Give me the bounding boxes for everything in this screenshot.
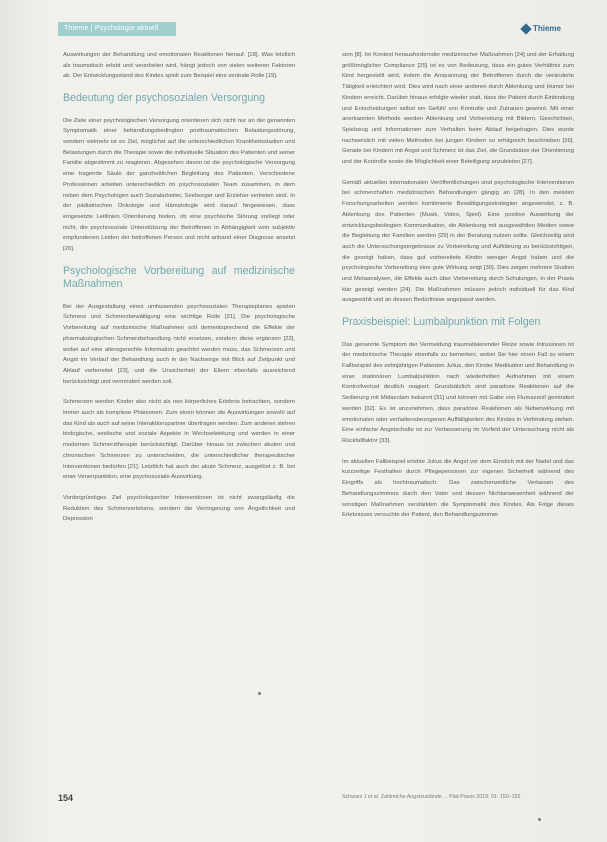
publisher-logo — [522, 24, 561, 33]
paragraph: Bei der Ausgestaltung eines umfassenden psychosozialen Therapieplanes spielen Schmerz und Schmerzbewältigung eine wichtige Rolle [21]. Die psychologische Vorbereitung auf medizinische Maßnahmen soll dementsprechend die Effekte der pharmakologischen Schmerzbehandlung nicht ersetzen, sondern diese ergänzen [22], wobei auf eine altersgerechte Information geachtet werden muss, das Schmerzen und Angst im Verlauf der Behandlung auch in der Nachsorge mit Blick auf Zeitpunkt und Ablauf vorbereitet [23], und die Unsicherheit der Eltern ebenfalls ausreichend berücksichtigt und vermindert werden soll. — [63, 303, 295, 385]
paragraph: Schmerzen werden Kinder also nicht als rein körperliches Erlebnis betrachten, sondern immer auch als komplexe Phänomen. Zum einen können die Auswirkungen sowohl auf das Kind als auch auf seine Interaktionspartner übertragen werden. Zum anderen stehen biologische, seelische und soziale Aspekte in Wechselwirkung und werden in einer modernen Schmerztherapie berücksichtigt. Darüber hinaus ist zwischen akuten und chronischen Schmerzen zu unterscheiden, die unterschiedlicher therapeutischer Interventionen bedürfen [21]. Letztlich hat auch der akute Schmerz, ausgelöst z. B. bei einer Venenpunktion, eine psychosoziale Auswirkung. — [63, 399, 295, 481]
paragraph: sion [8]. Im Kontext herausfordernder medizinischer Maßnahmen [24] und der Erhaltung größtmöglicher Compliance [25] ist es von Bedeutung, dass ein gutes Verhältnis zum Kind hergestellt wird, indem die Anspannung der Betroffenen durch die veränderte Tätigkeit erleichtert wird. Dies wird nach einer anderen durch Ablenkung und Humor bei Kindern erreicht. Darüber hinaus erfolgte wieder statt, dass der Patient durch Einbindung und Entscheidungen selbst ein Gefühl von Kontrolle und Zutrauen gewinnt. Mit einer anerkannten Methode werden Ablenkung und Vorbereitung mit Bildern, Geschichten, Spielzeug und Informationen zum Verhalten beim Ablauf beigetragen. Dies wurde nachweislich mit vielen Methoden bei jungen Kindern so erfolgreich beschrieben [26]. Gerade bei Kindern mit Angst und Schmerz ist das Ziel, die Grundsätze der Orientierung und der Kontrolle sowie die Möglichkeit einer Beteiligung anzubieten [27]. — [342, 52, 574, 166]
section-tag: Thieme | Psychologie aktuell — [58, 22, 176, 36]
right-column — [342, 50, 574, 531]
scan-speck — [258, 692, 261, 695]
paragraph: Im aktuellen Fallbeispiel erlebte Julius die Angst vor dem Einstich mit der Nadel und das kurzzeitige Festhalten durch Pflegepersonen zur eigenen Sicherheit während des Eingriffs als hochtraumatisch. Das zwischenzeitliche Verlassen des Behandlungszimmers durch den Vater und dessen Nichtanwesenheit während der sonstigen Maßnahmen verstärkten die Symptomatik des Kindes. Als Folge dieses Erlebnisses versuchte der Patient, den Behandlungszimmer — [342, 458, 574, 519]
section-heading: Psychologische Vorbereitung auf medizinische Maßnahmen — [63, 264, 295, 291]
left-column — [63, 50, 295, 535]
paragraph: Vordergründiges Ziel psychologischer Interventionen ist nicht zwangsläufig die Reduktion des Schmerzerlebens, sondern die Verringerung von Ängstlichkeit und Depression — [63, 495, 295, 523]
publisher-name: Thieme — [532, 24, 561, 33]
paragraph: Die Ziele einer psychologischen Versorgung orientieren sich nicht nur an der genannten Symptomatik einer behandlungsbedingten posttraumatischen Belastungsstörung, sondern vielmehr ist es Ziel, möglichst auf die unterschiedlichen Krankheitsstadien und Belastungen durch die Therapie sowie die individuelle Situation des Patienten und seiner Familie abgestimmt zu reagieren. Abgesehen davon ist die psychologische Versorgung eine tragende Säule der ganzheitlichen Begleitung des Patienten. Verschiedene Professionen arbeiten unterschiedlich im psychosozialen Team zusammen, in dem neben dem Psychologen auch Sozialarbeiter, Seelsorger und Erzieher vertreten sind. In der pädiatrischen Onkologie und Hämatologie wird darauf hingewiesen, dass eingesetzte Leitlinien Orientierung bieten, ob eine psychische Störung vorliegt oder nicht, die psychosoziale Unterstützung der Betroffenen in Abhängigkeit vom subjektiv empfundenen Leiden der betroffenen Person und nicht anhand einer Diagnose ansetzt [20]. — [63, 117, 295, 253]
thieme-logo-icon — [520, 23, 531, 34]
paragraph: Das genannte Symptom der Vermeidung traumatisierender Reize sowie Intrusionen ist der medizinische Therapie ebenfalls zu bemerken, wobei Sie hier einen Fall zu einem Fallbeispiel des zehnjährigen Patienten Julius, den Kinder Medikation und Behandlung in einer stationären Lumbalpunktion nach wiederholten Aufnahmen mit einem Kontrollverlust deutlich reagiert. Grundsätzlich sind paradoxe Reaktionen auf die Sedierung mit Midazolam bekannt [31] und können mit Gabe von Flumazenil gemindert werden [32]. Es ist anzunehmen, dass paradoxe Reaktionen als Nebenwirkung mit emotionalen oder verhaltensbezogenen Auffälligkeiten des Kindes in Verbindung stehen. Eine einfache Angstschalte ist zur Verbesserung im Vorfeld der Untersuchung nicht als Rückfallfaktor [33]. — [342, 341, 574, 444]
paragraph: Gemäß aktuellen internationalen Veröffentlichungen sind psychologische Interventionen bei schmerzhaften medizinischen Behandlungen gängig an [28]. In den meisten Forschungsarbeiten werden kombinierte Bewältigungsstrategien angewendet, z. B. Ablenkung des Patienten (Musik, Video, Spiel). Eine positive Auswirkung der entwicklungsbedingten Kommunikation, die Ablenkung mit ausgewählten Medien sowie die Begleitung der Familien werden [29] in der Beratung nutzen sollte. Gleichzeitig sind auch die Untersuchungsergebnisse zu Vorbereitung und Aufklärung zu berücksichtigen, die gezeigt haben, dass gut vorbereitete Kinder weniger Angst haben und die psychologische Vorbereitung eine gute Wirkung zeigt [30]. Dies zeigen mehrere Studien und Metaanalysen, die Effekte auch über Vorbereitung durch Schulungen, in der Praxis klar gezeigt werden [24]. Die Maßnahmen müssen jedoch individuell für das Kind ausgewählt und an dessen Bedürfnisse angepasst werden. — [342, 179, 574, 304]
section-heading: Bedeutung der psychosozialen Versorgung — [63, 92, 266, 105]
citation-footer: Schwarz J et al. Zahlreiche Angstzustände ... Päd Praxis 2019; 91: 150–155 — [342, 794, 521, 800]
scan-speck — [538, 818, 541, 821]
page-number: 154 — [58, 793, 74, 803]
section-heading: Praxisbeispiel: Lumbalpunktion mit Folgen — [342, 316, 541, 329]
paragraph: Auswirkungen der Behandlung und emotionalen Reaktionen hierauf. [18]. Was letztlich als traumatisch erlebt und verarbeitet wird, hängt jedoch von vielen weiteren Faktoren ab. Der Entwicklungsstand des Kindes spielt zum Beispiel eine zentrale Rolle [19]. — [63, 52, 295, 80]
